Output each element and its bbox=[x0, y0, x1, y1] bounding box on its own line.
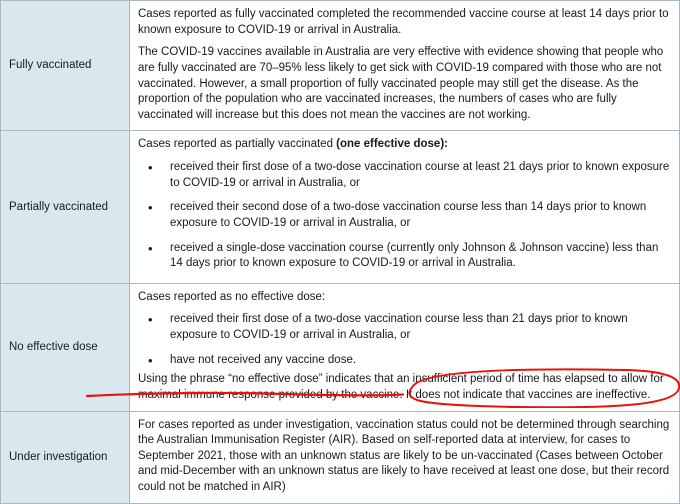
row-body-partially-vaccinated bbox=[130, 131, 680, 283]
paragraph: Cases reported as partially vaccinated (one effective dose): bbox=[138, 138, 448, 151]
row-body-no-effective-dose bbox=[130, 283, 680, 411]
row-label-no-effective-dose: No effective dose bbox=[1, 283, 130, 411]
row-label-partially-vaccinated: Partially vaccinated bbox=[1, 131, 130, 283]
row-body-under-investigation bbox=[130, 411, 680, 503]
table-row bbox=[1, 283, 680, 411]
list-item: • have not received any vaccine dose. bbox=[138, 353, 671, 369]
bullet-list bbox=[138, 160, 671, 272]
table-row bbox=[1, 411, 680, 503]
paragraph: Cases reported as fully vaccinated completed the recommended vaccine course at least 14 days prior to known exposure to COVID-19 or arrival in Australia. bbox=[138, 8, 669, 36]
row-label-fully-vaccinated: Fully vaccinated bbox=[1, 1, 130, 131]
list-item: • received their first dose of a two-dose vaccination course at least 21 days prior to known exposure to COVID-19 or arrival in Australia, or bbox=[138, 160, 671, 191]
list-item: • received their first dose of a two-dose vaccination course less than 21 days prior to known exposure to COVID-19 or arrival in Australia, or bbox=[138, 312, 671, 343]
paragraph: Cases reported as no effective dose: bbox=[138, 290, 326, 303]
row-body-fully-vaccinated bbox=[130, 1, 680, 131]
paragraph: The COVID-19 vaccines available in Australia are very effective with evidence showing that people who are fully vaccinated are 70–95% less likely to get sick with COVID-19 compared with those who are not vaccinated. However, a small proportion of fully vaccinated people may still get the disease. As the proportion of the population who are vaccinated increases, the numbers of cases who are fully vaccinated will increase but this does not mean the vaccines are not working. bbox=[138, 46, 664, 121]
table-row bbox=[1, 1, 680, 131]
list-item: • received a single-dose vaccination course (currently only Johnson & Johnson vaccine) less than 14 days prior to known exposure to COVID-19 or arrival in Australia. bbox=[138, 241, 671, 272]
list-item: • received their second dose of a two-dose vaccination course less than 14 days prior to known exposure to COVID-19 or arrival in Australia, or bbox=[138, 200, 671, 231]
row-label-under-investigation: Under investigation bbox=[1, 411, 130, 503]
paragraph: For cases reported as under investigation, vaccination status could not be determined through searching the Australian Immunisation Register (AIR). Based on self-reported data at interview, for cases to September 2021, those with an unknown status are likely to be un-vaccinated (Cases between October and mid-December with an unknown status are likely to have received at least one dose, but their record could not be matched in AIR) bbox=[138, 418, 670, 493]
table-row bbox=[1, 131, 680, 283]
paragraph: Using the phrase “no effective dose” indicates that an insufficient period of time has elapsed to allow for maximal immune response provided by the vaccine. It does not indicate that vaccines are ineffective. bbox=[138, 373, 664, 401]
bullet-list bbox=[138, 312, 671, 368]
